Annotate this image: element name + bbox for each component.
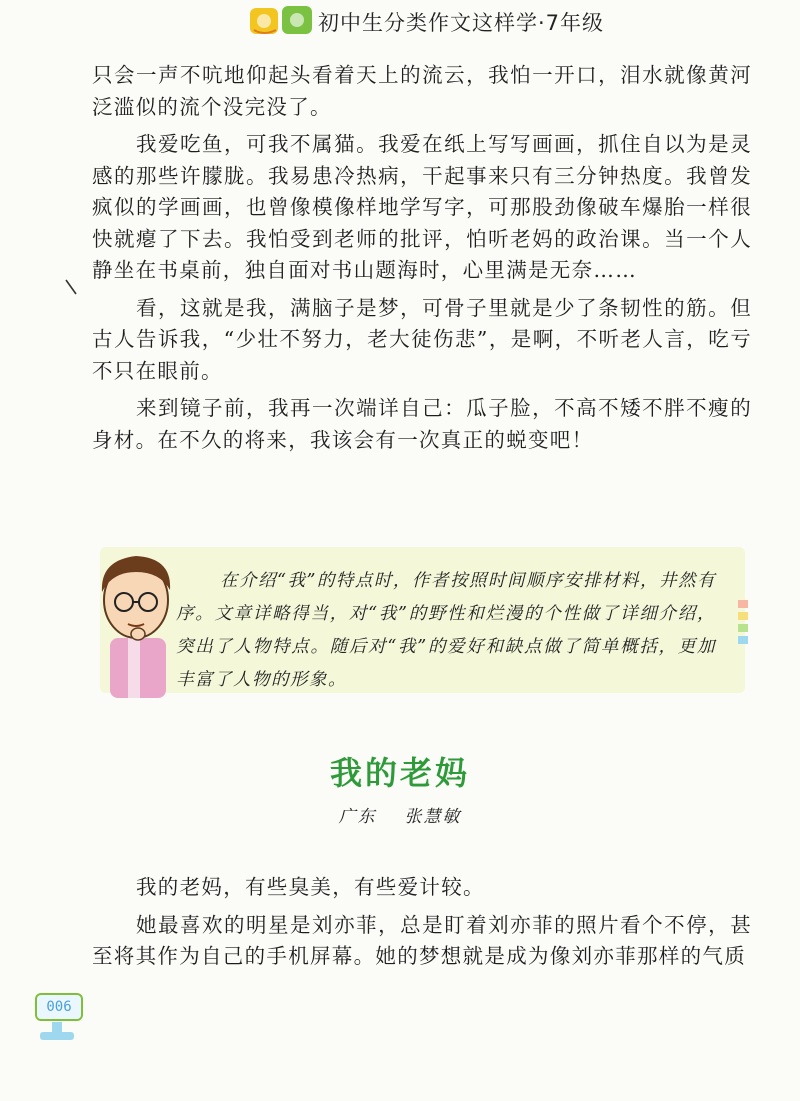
book-title: 初中生分类作文这样学·7年级 (318, 11, 605, 35)
book-logo-icon (248, 4, 314, 38)
author-name: 张慧敏 (404, 807, 462, 827)
essay-paragraph: 来到镜子前，我再一次端详自己：瓜子脸，不高不矮不胖不瘦的身材。在不久的将来，我该会有一次真正的蜕变吧！ (92, 396, 752, 452)
author-province: 广东 (338, 807, 377, 827)
essay-continued (92, 60, 752, 456)
essay-paragraph: 看，这就是我，满脑子是梦，可骨子里就是少了条韧性的筋。但古人告诉我，“少壮不努力，老大徒伤悲”，是啊，不听老人言，吃亏不只在眼前。 (92, 295, 752, 383)
pencil-mark-icon (64, 278, 80, 298)
essay-paragraph: 只会一声不吭地仰起头看着天上的流云，我怕一开口，泪水就像黄河泛滥似的流个没完没了。 (92, 63, 752, 119)
comment-paragraph: 在介绍“我”的特点时，作者按照时间顺序安排材料，井然有序。文章详略得当，对“我”的野性和烂漫的个性做了详细介绍，突出了人物特点。随后对“我”的爱好和缺点做了简单概括，更加丰富了人物的形象。 (176, 571, 716, 690)
page-number-badge (32, 990, 92, 1050)
page-header (0, 0, 800, 44)
article-paragraph: 她最喜欢的明星是刘亦菲，总是盯着刘亦菲的照片看个不停，甚至将其作为自己的手机屏幕。她的梦想就是成为像刘亦菲那样的气质 (92, 912, 752, 968)
page-number: 006 (35, 993, 83, 1021)
article-title: 我的老妈 (329, 754, 470, 792)
decorative-dots-icon (734, 600, 754, 644)
monitor-stand-icon (32, 1020, 92, 1050)
essay-paragraph: 我爱吃鱼，可我不属猫。我爱在纸上写写画画，抓住自以为是灵感的那些许朦胧。我易患冷热病，干起事来只有三分钟热度。我曾发疯似的学画画，也曾像模像样地学写字，可那股劲像破车爆胎一样很快就瘪了下去。我怕受到老师的批评，怕听老妈的政治课。当一个人静坐在书桌前，独自面对书山题海时，心里满是无奈…… (92, 132, 752, 282)
article-body (92, 872, 752, 973)
article-paragraph: 我的老妈，有些臭美，有些爱计较。 (136, 875, 485, 899)
article-byline (0, 802, 800, 827)
comment-text (176, 565, 716, 697)
